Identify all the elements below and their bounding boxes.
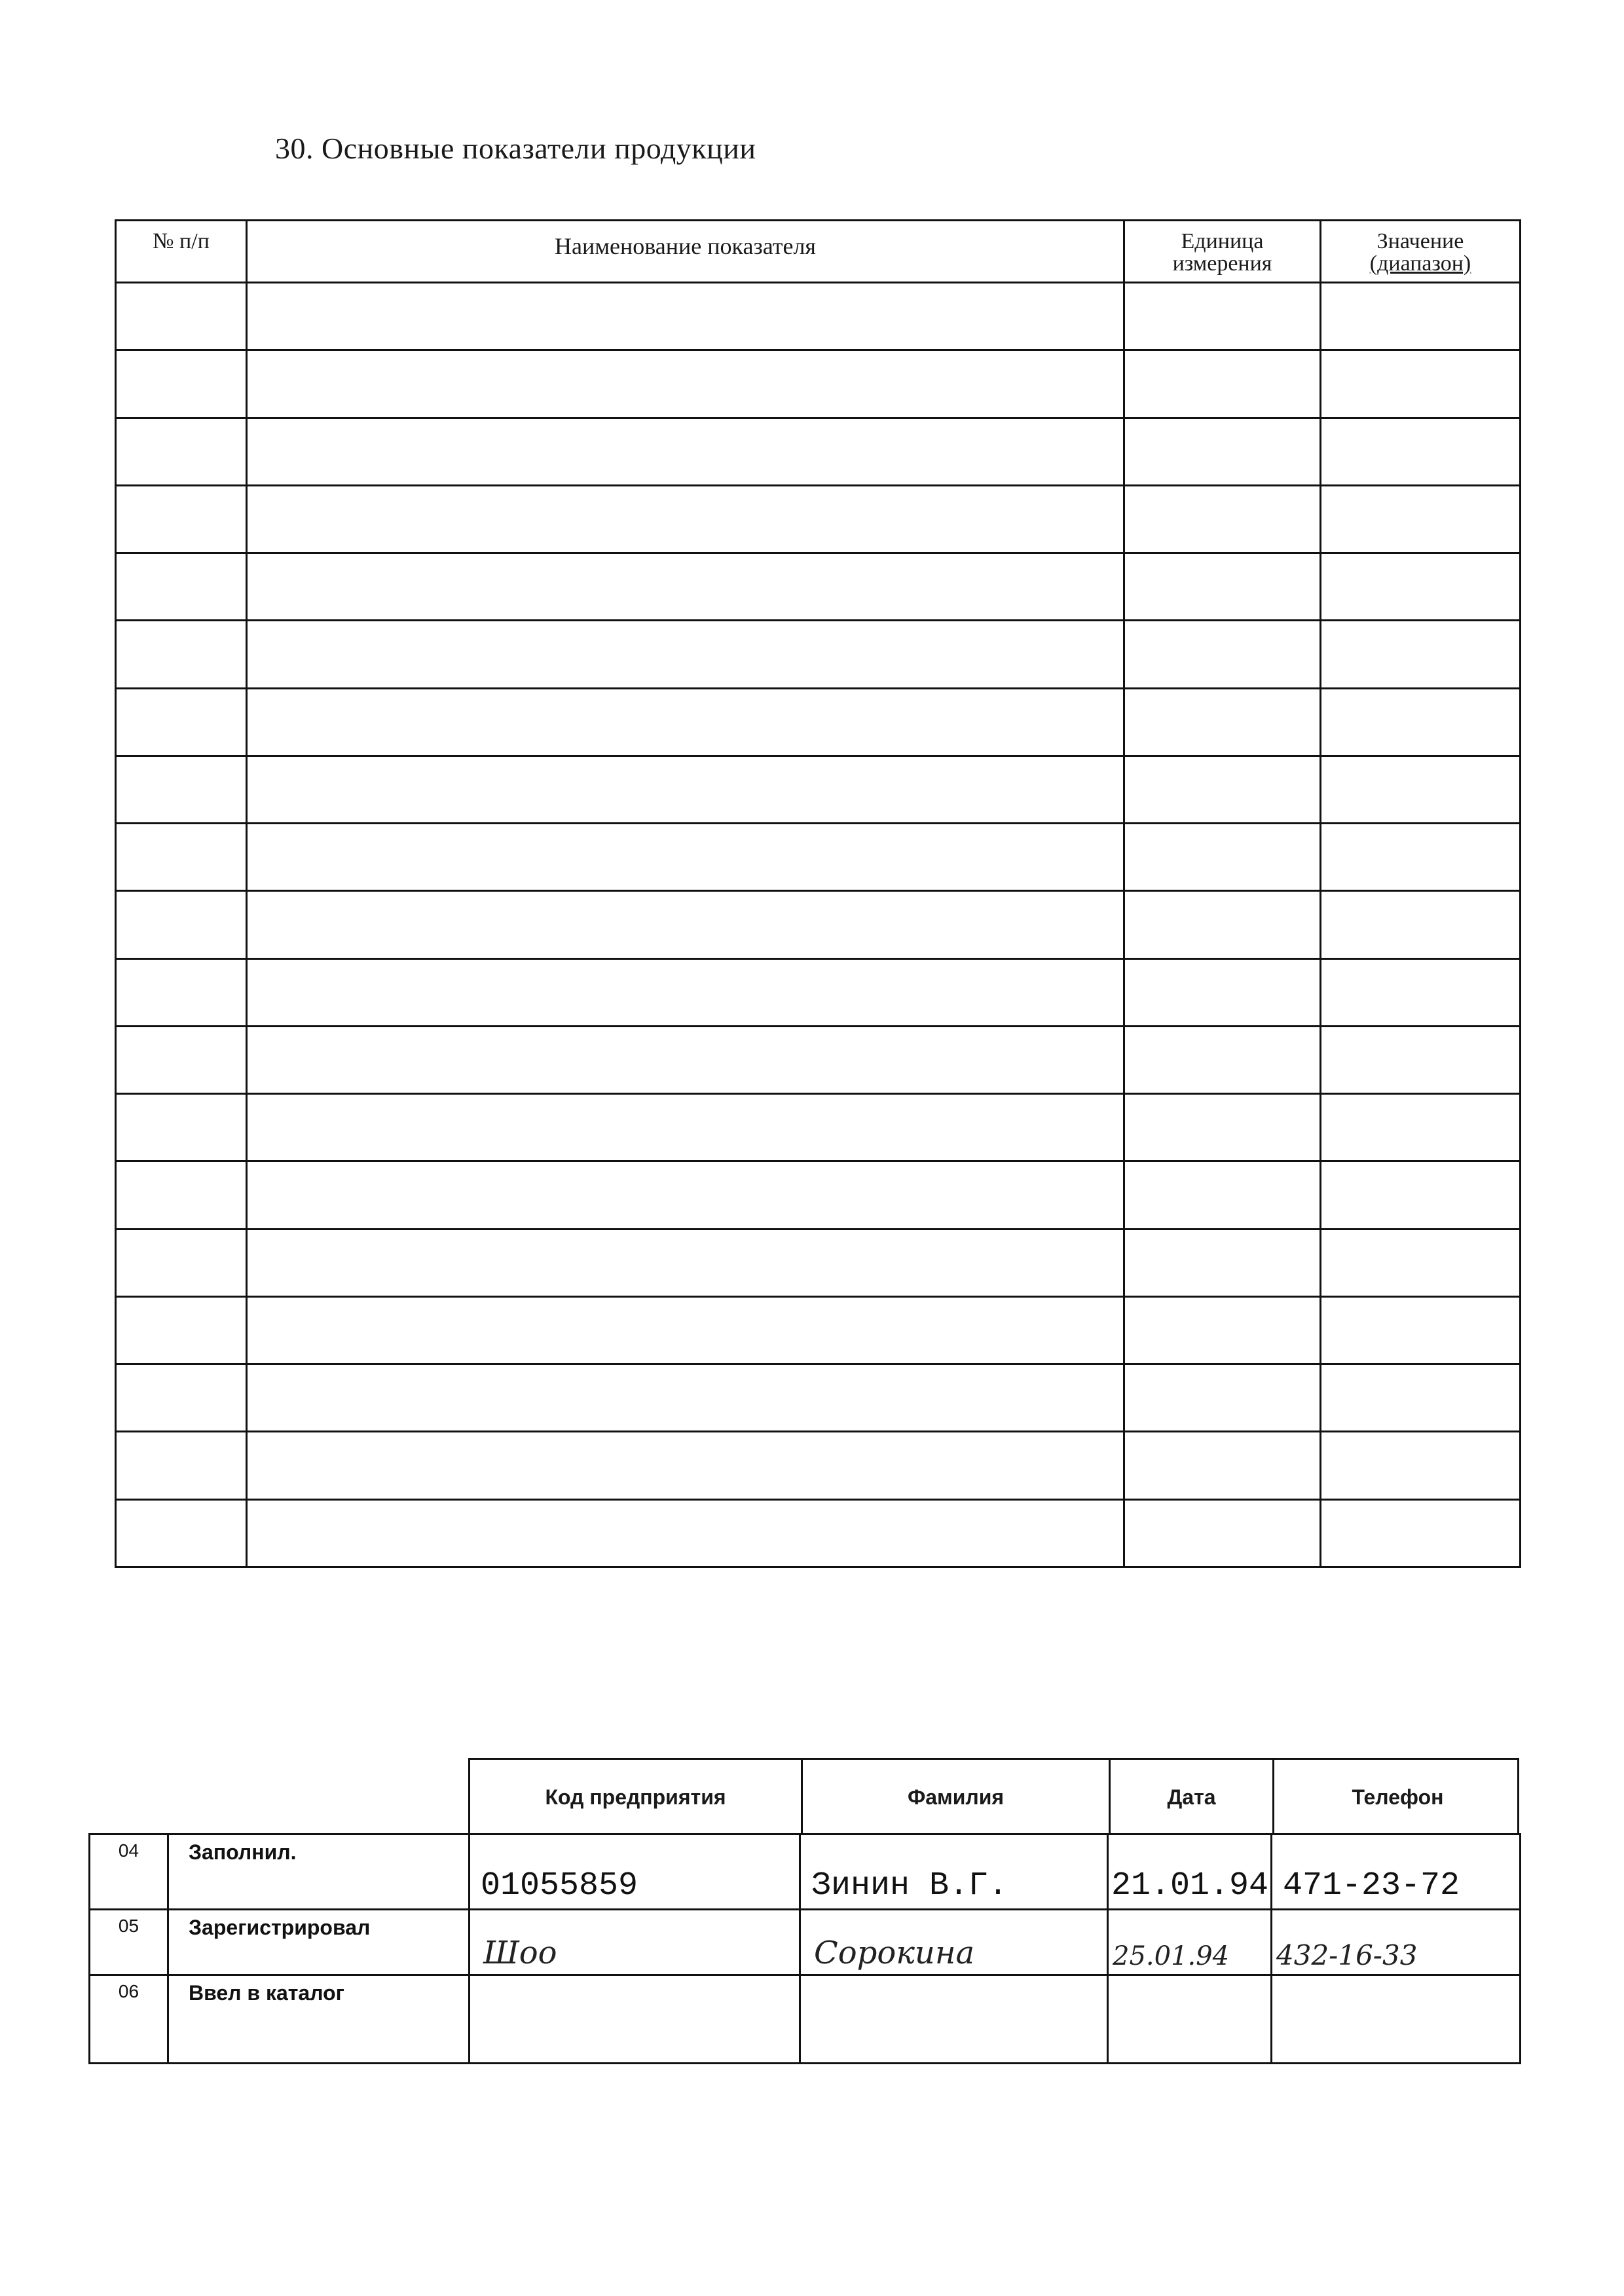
reg-phone-value: 471-23-72 bbox=[1272, 1834, 1521, 1910]
table-cell bbox=[247, 283, 1124, 350]
signature-phone: 432-16-33 bbox=[1272, 1910, 1521, 1975]
table-cell bbox=[1124, 350, 1321, 418]
table-cell bbox=[1321, 1364, 1521, 1432]
table-cell bbox=[247, 1432, 1124, 1499]
col-header-unit-line1: Единица bbox=[1181, 229, 1264, 253]
table-row bbox=[116, 485, 1521, 553]
table-cell bbox=[116, 553, 247, 621]
table-row bbox=[116, 1364, 1521, 1432]
table-cell bbox=[1124, 688, 1321, 756]
table-row bbox=[116, 1229, 1521, 1296]
col-header-unit-line2: измерения bbox=[1172, 251, 1272, 276]
table-cell bbox=[1321, 1432, 1521, 1499]
table-row bbox=[116, 621, 1521, 688]
table-cell bbox=[1321, 756, 1521, 823]
table-cell bbox=[1124, 1094, 1321, 1161]
reg-col-date: Дата bbox=[1109, 1760, 1272, 1835]
table-cell bbox=[116, 283, 247, 350]
reg-empty-cell bbox=[800, 1975, 1108, 2064]
table-cell bbox=[247, 485, 1124, 553]
table-cell bbox=[247, 891, 1124, 958]
table-cell bbox=[1321, 1499, 1521, 1567]
table-row bbox=[116, 1432, 1521, 1499]
table-cell bbox=[1124, 1161, 1321, 1229]
reg-col-phone: Телефон bbox=[1272, 1760, 1521, 1835]
table-cell bbox=[1321, 688, 1521, 756]
table-cell bbox=[116, 350, 247, 418]
table-cell bbox=[1321, 621, 1521, 688]
registration-block bbox=[88, 1758, 1519, 2062]
col-header-num: № п/п bbox=[116, 221, 247, 283]
col-header-value-line2: (диапазон) bbox=[1369, 251, 1471, 276]
reg-row-num: 05 bbox=[90, 1910, 168, 1975]
table-cell bbox=[1124, 824, 1321, 891]
table-cell bbox=[1124, 621, 1321, 688]
reg-surname-value: Зинин В.Г. bbox=[800, 1834, 1108, 1910]
table-cell bbox=[116, 1094, 247, 1161]
reg-row-num: 04 bbox=[90, 1834, 168, 1910]
table-row bbox=[116, 1094, 1521, 1161]
table-row bbox=[116, 688, 1521, 756]
table-cell bbox=[247, 958, 1124, 1026]
table-cell bbox=[1124, 756, 1321, 823]
table-cell bbox=[1124, 1026, 1321, 1093]
reg-row-num: 06 bbox=[90, 1975, 168, 2064]
reg-row-label: Заполнил. bbox=[168, 1834, 470, 1910]
table-cell bbox=[1321, 485, 1521, 553]
table-row bbox=[116, 756, 1521, 823]
table-row bbox=[116, 283, 1521, 350]
table-cell bbox=[116, 1229, 247, 1296]
table-cell bbox=[247, 824, 1124, 891]
registration-table bbox=[88, 1833, 1521, 2064]
table-cell bbox=[247, 1499, 1124, 1567]
table-row bbox=[116, 1499, 1521, 1567]
table-cell bbox=[116, 418, 247, 485]
table-cell bbox=[1321, 1161, 1521, 1229]
table-header-row bbox=[116, 221, 1521, 283]
table-cell bbox=[1124, 1499, 1321, 1567]
table-cell bbox=[116, 1364, 247, 1432]
registration-header bbox=[468, 1758, 1519, 1833]
table-cell bbox=[116, 688, 247, 756]
reg-row-label: Зарегистрировал bbox=[168, 1910, 470, 1975]
reg-empty-cell bbox=[1108, 1975, 1272, 2064]
table-cell bbox=[247, 756, 1124, 823]
table-cell bbox=[116, 824, 247, 891]
table-row bbox=[116, 350, 1521, 418]
table-cell bbox=[247, 418, 1124, 485]
table-cell bbox=[1321, 824, 1521, 891]
table-cell bbox=[1321, 958, 1521, 1026]
table-row bbox=[116, 418, 1521, 485]
signature-surname: Сорокина bbox=[800, 1910, 1108, 1975]
table-cell bbox=[247, 688, 1124, 756]
reg-col-code: Код предприятия bbox=[545, 1785, 726, 1809]
table-cell bbox=[1124, 485, 1321, 553]
signature-date: 25.01.94 bbox=[1108, 1910, 1272, 1975]
table-cell bbox=[1124, 283, 1321, 350]
table-row bbox=[90, 1834, 1521, 1910]
table-cell bbox=[1321, 350, 1521, 418]
table-cell bbox=[247, 621, 1124, 688]
table-cell bbox=[247, 1364, 1124, 1432]
table-body bbox=[116, 283, 1521, 1567]
table-cell bbox=[247, 350, 1124, 418]
reg-empty-cell bbox=[470, 1975, 800, 2064]
table-cell bbox=[116, 756, 247, 823]
table-cell bbox=[116, 1296, 247, 1364]
table-cell bbox=[116, 621, 247, 688]
table-cell bbox=[116, 1161, 247, 1229]
table-cell bbox=[116, 958, 247, 1026]
table-cell bbox=[1124, 1229, 1321, 1296]
table-cell bbox=[1321, 1229, 1521, 1296]
reg-row-label: Ввел в каталог bbox=[168, 1975, 470, 2064]
table-cell bbox=[116, 1026, 247, 1093]
table-row bbox=[90, 1975, 1521, 2064]
table-cell bbox=[247, 1094, 1124, 1161]
table-cell bbox=[247, 1296, 1124, 1364]
table-cell bbox=[116, 1432, 247, 1499]
col-header-value bbox=[1321, 221, 1521, 283]
table-cell bbox=[1124, 1296, 1321, 1364]
table-row bbox=[116, 1296, 1521, 1364]
table-cell bbox=[1321, 283, 1521, 350]
table-cell bbox=[1124, 958, 1321, 1026]
table-row bbox=[90, 1910, 1521, 1975]
table-cell bbox=[1321, 891, 1521, 958]
signature-code: Шоо bbox=[470, 1910, 800, 1975]
table-cell bbox=[116, 485, 247, 553]
page-title: 30. Основные показатели продукции bbox=[275, 132, 756, 165]
indicators-table bbox=[115, 219, 1521, 1568]
table-row bbox=[116, 891, 1521, 958]
table-cell bbox=[247, 1161, 1124, 1229]
col-header-value-line1: Значение bbox=[1376, 229, 1464, 253]
table-row bbox=[116, 824, 1521, 891]
table-cell bbox=[116, 891, 247, 958]
table-cell bbox=[1321, 1296, 1521, 1364]
table-cell bbox=[1321, 553, 1521, 621]
table-row bbox=[116, 1161, 1521, 1229]
table-cell bbox=[1124, 1432, 1321, 1499]
table-row bbox=[116, 1026, 1521, 1093]
reg-code-value: 01055859 bbox=[470, 1834, 800, 1910]
table-row bbox=[116, 553, 1521, 621]
table-cell bbox=[1124, 891, 1321, 958]
table-cell bbox=[1321, 1026, 1521, 1093]
col-header-name: Наименование показателя bbox=[247, 221, 1124, 283]
reg-col-surname: Фамилия bbox=[801, 1760, 1109, 1835]
reg-date-value: 21.01.94 bbox=[1108, 1834, 1272, 1910]
table-cell bbox=[116, 1499, 247, 1567]
table-cell bbox=[247, 1026, 1124, 1093]
table-cell bbox=[1321, 1094, 1521, 1161]
table-cell bbox=[1124, 553, 1321, 621]
col-header-unit bbox=[1124, 221, 1321, 283]
reg-empty-cell bbox=[1272, 1975, 1521, 2064]
table-cell bbox=[1321, 418, 1521, 485]
table-cell bbox=[247, 1229, 1124, 1296]
table-cell bbox=[247, 553, 1124, 621]
table-cell bbox=[1124, 418, 1321, 485]
table-row bbox=[116, 958, 1521, 1026]
table-cell bbox=[1124, 1364, 1321, 1432]
